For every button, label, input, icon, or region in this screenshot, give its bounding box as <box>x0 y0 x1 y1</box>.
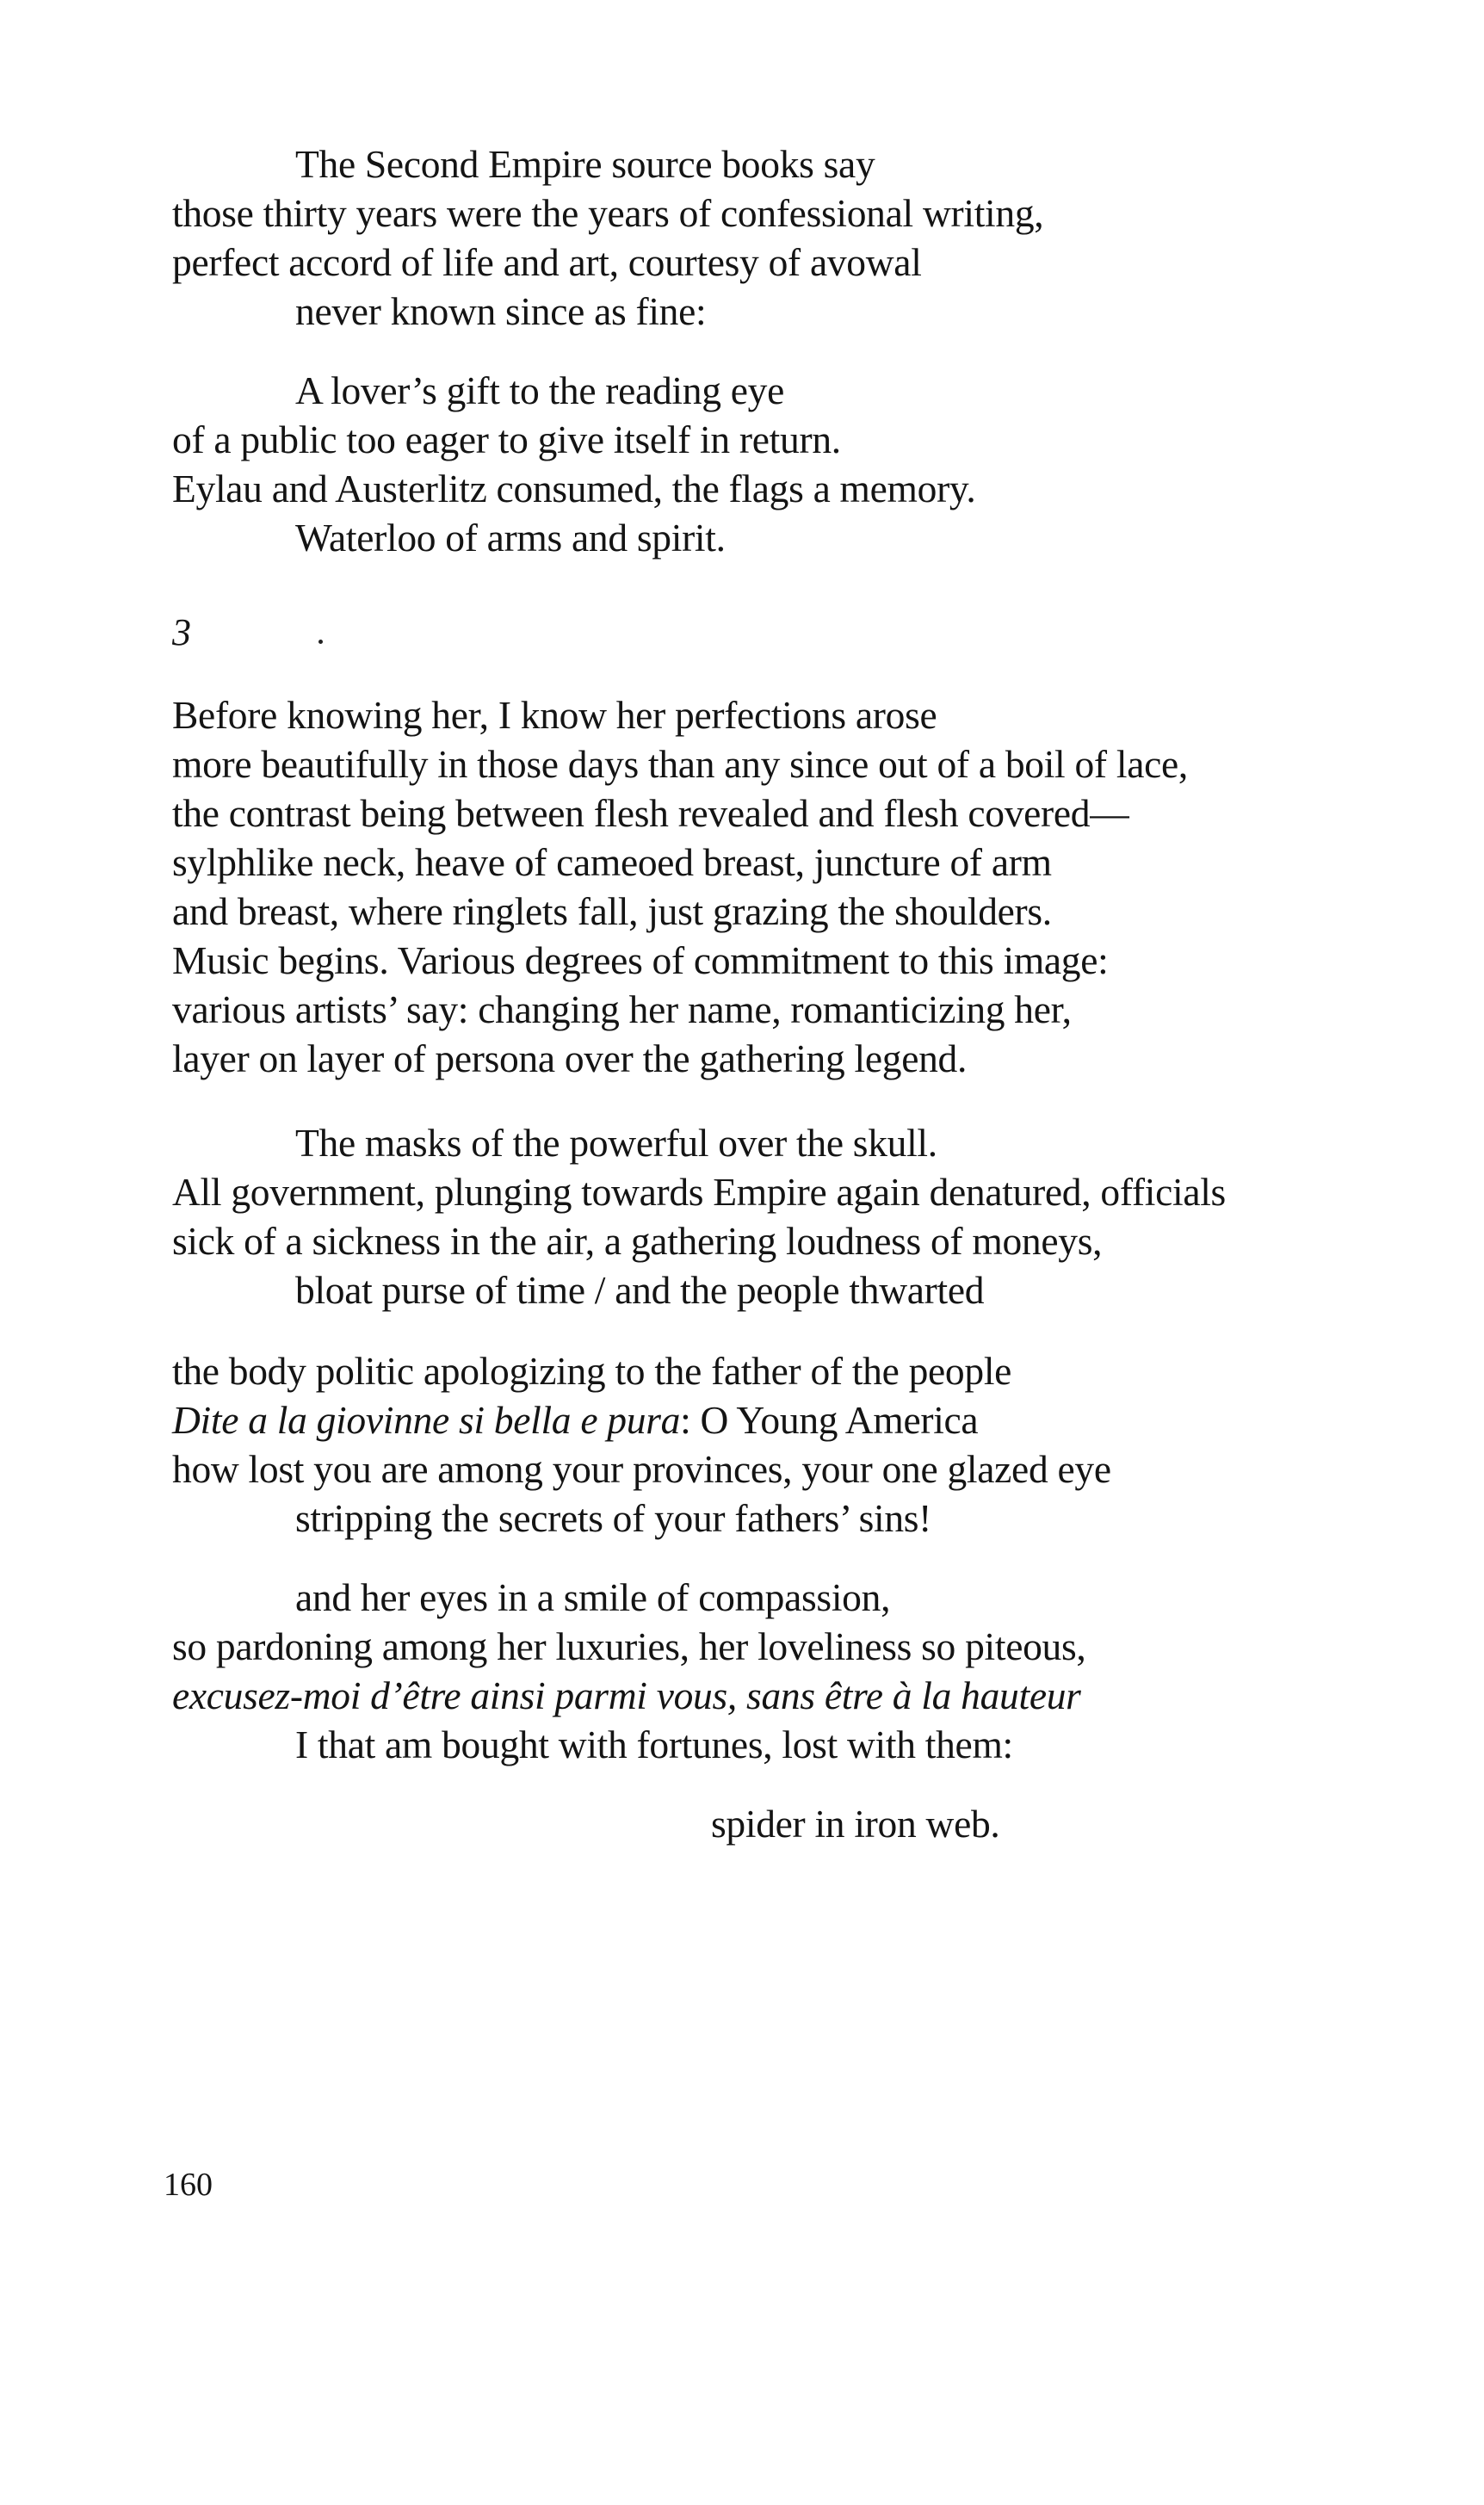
italic-phrase: Dite a la giovinne si bella e pura <box>172 1398 681 1442</box>
page-number: 160 <box>164 2167 213 2203</box>
poem-line <box>172 1396 978 1444</box>
closing-line: spider in iron web. <box>711 1802 1000 1846</box>
stray-dot <box>318 640 323 644</box>
poem-line: Before knowing her, I know her perfections arose <box>172 693 937 737</box>
poem-line: Music begins. Various degrees of commitment to this image: <box>172 938 1109 982</box>
poem-line: of a public too eager to give itself in return. <box>172 418 841 461</box>
poem-line: the body politic apologizing to the father of the people <box>172 1349 1012 1393</box>
poem-line: various artists’ say: changing her name, romanticizing her, <box>172 987 1072 1031</box>
poem-line: The masks of the powerful over the skull. <box>295 1121 937 1165</box>
poem-line: the contrast being between flesh revealed and flesh covered— <box>172 791 1129 835</box>
poem-line: bloat purse of time / and the people thwarted <box>295 1268 985 1312</box>
poem-line: The Second Empire source books say <box>295 142 875 186</box>
poem-line: and breast, where ringlets fall, just grazing the shoulders. <box>172 889 1052 933</box>
poem-line: more beautifully in those days than any since out of a boil of lace, <box>172 742 1188 786</box>
poem-line: and her eyes in a smile of compassion, <box>295 1575 891 1619</box>
poem-line: stripping the secrets of your fathers’ sins! <box>295 1496 932 1540</box>
poem-line: A lover’s gift to the reading eye <box>295 368 784 412</box>
poem-line: sylphlike neck, heave of cameoed breast, juncture of arm <box>172 840 1052 884</box>
poem-line: I that am bought with fortunes, lost with them: <box>295 1723 1013 1766</box>
section-number: 3 <box>172 611 191 653</box>
poem-line: perfect accord of life and art, courtesy of avowal <box>172 240 922 284</box>
poem-line: those thirty years were the years of confessional writing, <box>172 191 1044 235</box>
poem-line: Eylau and Austerlitz consumed, the flags a memory. <box>172 467 976 510</box>
poem-line: how lost you are among your provinces, your one glazed eye <box>172 1447 1111 1491</box>
poem-line-italic: excusez-moi d’être ainsi parmi vous, sans être à la hauteur <box>172 1673 1081 1717</box>
poem-line: sick of a sickness in the air, a gathering loudness of moneys, <box>172 1219 1103 1263</box>
line-remainder: : O Young America <box>680 1398 979 1442</box>
poem-line: All government, plunging towards Empire again denatured, officials <box>172 1170 1226 1214</box>
poem-line: never known since as fine: <box>295 289 707 333</box>
poem-line: Waterloo of arms and spirit. <box>295 516 726 560</box>
poem-line: so pardoning among her luxuries, her loveliness so piteous, <box>172 1624 1086 1668</box>
poem-line: layer on layer of persona over the gathering legend. <box>172 1036 968 1080</box>
